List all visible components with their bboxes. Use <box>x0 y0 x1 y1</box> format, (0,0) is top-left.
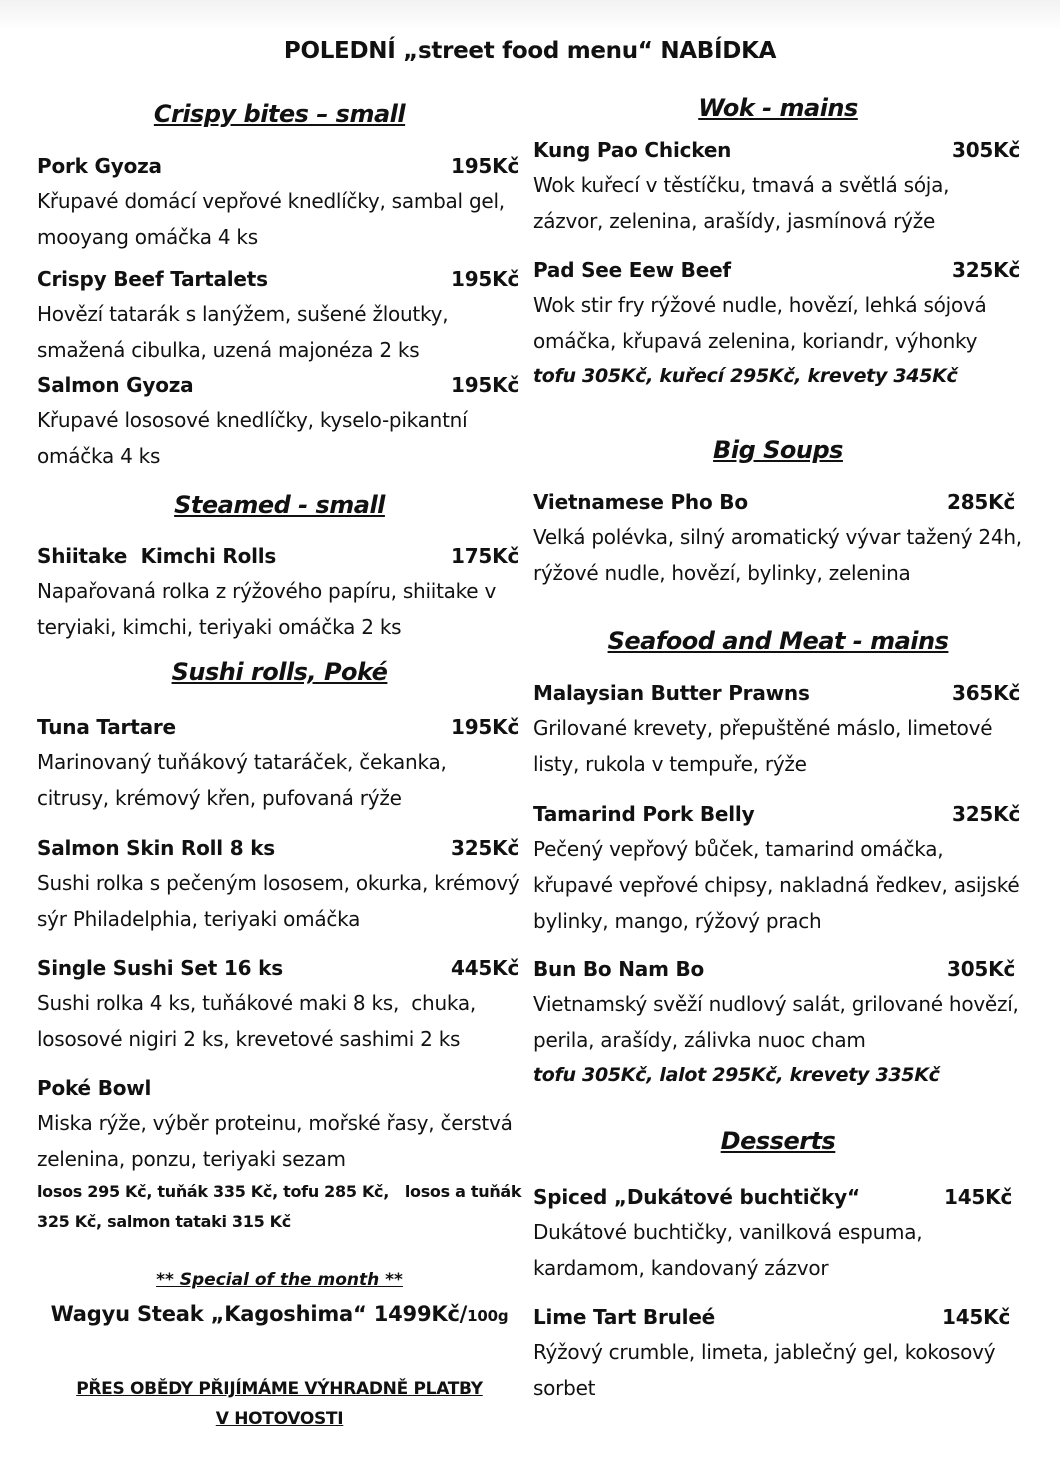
item-description: Marinovaný tuňákový tataráček, čekanka, citrusy, krémový křen, pufovaná rýže <box>37 750 447 810</box>
notice-line-1: PŘES OBĚDY PŘIJÍMÁME VÝHRADNĚ PLATBY <box>76 1379 483 1399</box>
item-name: Poké Bowl <box>37 1076 152 1100</box>
item-description: Vietnamský svěží nudlový salát, grilované hovězí, perila, arašídy, zálivka nuoc cham <box>533 992 1019 1052</box>
section-heading-wok-mains: Wok - mains <box>698 94 858 122</box>
section-heading-crispy-bites: Crispy bites – small <box>153 100 406 128</box>
item-description: Miska rýže, výběr proteinu, mořské řasy, čerstvá zelenina, ponzu, teriyaki sezam <box>37 1111 513 1171</box>
menu-item-shiitake-kimchi-rolls <box>37 539 522 645</box>
item-description: Pečený vepřový bůček, tamarind omáčka, křupavé vepřové chipsy, nakladná ředkev, asijské bylinky, mango, rýžový prach <box>533 837 1020 933</box>
menu-item-vietnamese-pho-bo <box>533 485 1023 591</box>
item-name: Lime Tart Bruleé <box>533 1305 716 1329</box>
item-name: Pad See Eew Beef <box>533 258 731 282</box>
special-item-text: Wagyu Steak „Kagoshima“ 1499Kč/ <box>50 1302 468 1326</box>
menu-item-tuna-tartare <box>37 710 522 816</box>
item-price: 195Kč <box>451 373 520 397</box>
item-name: Vietnamese Pho Bo <box>533 490 748 514</box>
item-name: Tamarind Pork Belly <box>533 802 755 826</box>
item-name: Bun Bo Nam Bo <box>533 957 705 981</box>
menu-item-kung-pao-chicken <box>533 133 1023 239</box>
menu-item-salmon-gyoza <box>37 368 522 474</box>
item-price: 195Kč <box>451 267 520 291</box>
item-name: Single Sushi Set 16 ks <box>37 956 283 980</box>
item-price: 305Kč <box>952 138 1021 162</box>
item-price: 195Kč <box>451 715 520 739</box>
top-shadow <box>0 0 1060 30</box>
item-description: Hovězí tatarák s lanýžem, sušené žloutky, smažená cibulka, uzená majonéza 2 ks <box>37 302 449 362</box>
item-description: Velká polévka, silný aromatický vývar tažený 24h, rýžové nudle, hovězí, bylinky, zelenina <box>533 525 1022 585</box>
item-price: 325Kč <box>952 258 1021 282</box>
menu-item-pork-gyoza <box>37 149 522 255</box>
item-name: Malaysian Butter Prawns <box>533 681 810 705</box>
cash-only-notice <box>37 1374 522 1434</box>
item-price: 195Kč <box>451 154 520 178</box>
item-description: Křupavé lososové knedlíčky, kyselo-pikantní omáčka 4 ks <box>37 408 468 468</box>
item-price: 285Kč <box>947 490 1016 514</box>
section-heading-seafood-meat: Seafood and Meat - mains <box>607 627 949 655</box>
item-name: Kung Pao Chicken <box>533 138 732 162</box>
section-heading-steamed: Steamed - small <box>174 491 385 519</box>
section-heading-desserts: Desserts <box>720 1127 836 1155</box>
item-variant-prices: tofu 305Kč, lalot 295Kč, krevety 335Kč <box>533 1064 940 1086</box>
item-name: Spiced „Dukátové buchtičky“ <box>533 1185 860 1209</box>
item-name: Tuna Tartare <box>37 715 176 739</box>
item-description: Napařovaná rolka z rýžového papíru, shiitake v teryiaki, kimchi, teriyaki omáčka 2 ks <box>37 579 497 639</box>
menu-item-crispy-beef-tartalets <box>37 262 522 368</box>
menu-title: POLEDNÍ „street food menu“ NABÍDKA <box>283 38 777 64</box>
menu-item-poke-bowl <box>37 1071 527 1237</box>
item-name: Pork Gyoza <box>37 154 162 178</box>
item-variant-prices: losos 295 Kč, tuňák 335 Kč, tofu 285 Kč, losos a tuňák 325 Kč, salmon tataki 315 Kč <box>37 1182 527 1231</box>
menu-item-lime-tart-brulee <box>533 1300 1023 1406</box>
item-price: 325Kč <box>451 836 520 860</box>
item-name: Salmon Skin Roll 8 ks <box>37 836 275 860</box>
item-price: 145Kč <box>944 1185 1013 1209</box>
item-description: Rýžový crumble, limeta, jablečný gel, kokosový sorbet <box>533 1340 996 1400</box>
notice-line-2: V HOTOVOSTI <box>215 1409 344 1429</box>
item-price: 365Kč <box>952 681 1021 705</box>
item-price: 175Kč <box>451 544 520 568</box>
item-price: 305Kč <box>947 957 1016 981</box>
menu-item-single-sushi-set <box>37 951 522 1057</box>
item-description: Wok stir fry rýžové nudle, hovězí, lehká sójová omáčka, křupavá zelenina, koriandr, výhonky <box>533 293 987 353</box>
item-description: Sushi rolka s pečeným lososem, okurka, krémový sýr Philadelphia, teriyaki omáčka <box>37 871 520 931</box>
item-name: Salmon Gyoza <box>37 373 194 397</box>
special-of-the-month-item <box>37 1302 522 1326</box>
item-description: Sushi rolka 4 ks, tuňákové maki 8 ks, chuka, lososové nigiri 2 ks, krevetové sashimi 2 ks <box>37 991 483 1051</box>
item-description: Křupavé domácí vepřové knedlíčky, sambal gel, mooyang omáčka 4 ks <box>37 189 505 249</box>
item-name: Crispy Beef Tartalets <box>37 267 268 291</box>
menu-item-malaysian-butter-prawns <box>533 676 1023 782</box>
menu-item-salmon-skin-roll <box>37 831 522 937</box>
item-variant-prices: tofu 305Kč, kuřecí 295Kč, krevety 345Kč <box>533 365 958 387</box>
item-price: 145Kč <box>942 1305 1011 1329</box>
item-description: Grilované krevety, přepuštěné máslo, limetové listy, rukola v tempuře, rýže <box>533 716 993 776</box>
item-price: 325Kč <box>952 802 1021 826</box>
item-description: Wok kuřecí v těstíčku, tmavá a světlá sója, zázvor, zelenina, arašídy, jasmínová rýže <box>533 173 950 233</box>
item-name: Shiitake Kimchi Rolls <box>37 544 277 568</box>
item-description: Dukátové buchtičky, vanilková espuma, kardamom, kandovaný zázvor <box>533 1220 923 1280</box>
special-item-unit: 100g <box>467 1307 509 1325</box>
menu-item-tamarind-pork-belly <box>533 797 1023 939</box>
menu-item-bun-bo-nam-bo <box>533 952 1023 1092</box>
section-heading-sushi-poke: Sushi rolls, Poké <box>171 658 388 686</box>
section-heading-big-soups: Big Soups <box>713 436 843 464</box>
special-of-the-month-label: ** Special of the month ** <box>156 1270 403 1290</box>
menu-item-pad-see-eew-beef <box>533 253 1023 393</box>
item-price: 445Kč <box>451 956 520 980</box>
menu-item-spiced-dukatove-buchticky <box>533 1180 1023 1286</box>
